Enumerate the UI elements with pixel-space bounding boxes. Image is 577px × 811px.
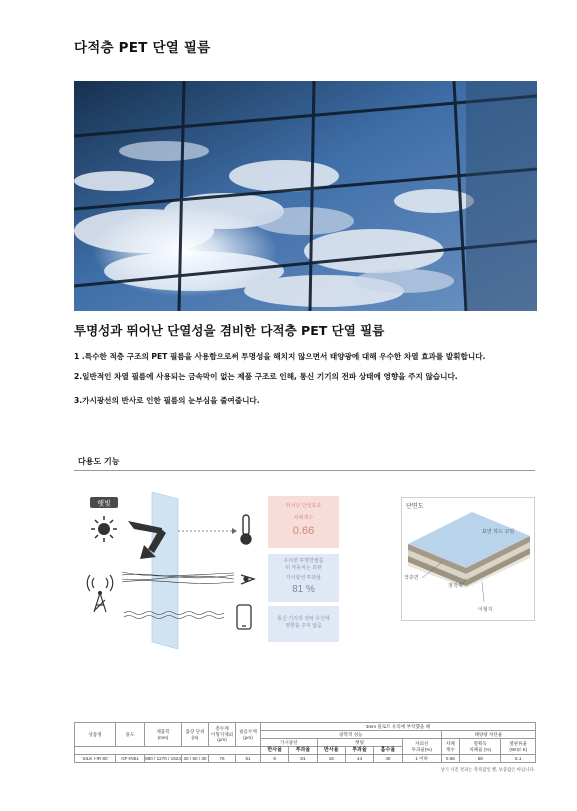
cross-section-title: 단면도 bbox=[406, 503, 424, 510]
th-solar-sub: 햇빛 bbox=[317, 739, 402, 747]
th-vis-reflect: 반사율 bbox=[261, 747, 289, 755]
table-header-row bbox=[75, 723, 536, 731]
sun-label: 햇빛 bbox=[97, 499, 111, 508]
info-box-visible-line1: 우리전 투명한필름 bbox=[283, 558, 324, 564]
info-box-heat-line2: 차폐계수 bbox=[293, 515, 314, 521]
cell-film-thickness: 51 bbox=[236, 755, 261, 763]
cell-sol-transmit: 44 bbox=[345, 755, 373, 763]
th-sol-reflect: 반사율 bbox=[317, 747, 345, 755]
info-box-signal-line1: 통신 기기의 전파 수신에 bbox=[277, 616, 330, 622]
info-box-signal-line2: 영향을 주지 않음 bbox=[285, 623, 322, 629]
smartphone-icon bbox=[237, 605, 251, 629]
cell-uv: 1 이하 bbox=[402, 755, 441, 763]
th-sol-absorb: 흡수율 bbox=[374, 747, 402, 755]
cell-heat-gain: 58 bbox=[459, 755, 501, 763]
cross-label-laminate: 적층면 bbox=[404, 575, 419, 581]
info-box-signal bbox=[268, 606, 339, 642]
th-size: 제품폭 (mm) bbox=[145, 723, 182, 747]
hero-photo bbox=[74, 81, 537, 311]
table-row bbox=[75, 755, 536, 763]
cell-sol-absorb: 40 bbox=[374, 755, 402, 763]
th-sol-transmit: 투과율 bbox=[345, 747, 373, 755]
cross-section-layers bbox=[402, 498, 534, 620]
section-label: 다용도 기능 bbox=[78, 457, 120, 466]
info-box-visible-line3: 가시광선 투과율 bbox=[285, 575, 322, 581]
cell-thickness: 76 bbox=[209, 755, 236, 763]
cell-sol-reflect: 16 bbox=[317, 755, 345, 763]
cell-shading: 0.66 bbox=[441, 755, 459, 763]
section-subtitle: 투명성과 뛰어난 단열성을 겸비한 다적층 PET 단열 필름 bbox=[74, 323, 385, 338]
th-thickness: 총두께 이형지제외 (μm) bbox=[209, 723, 236, 747]
th-header-top: 3mm 플로트 유리에 부착했을 때 bbox=[261, 723, 536, 731]
cross-section-panel bbox=[401, 497, 535, 621]
th-uv: 자외선 투과율(%) bbox=[402, 739, 441, 755]
spec-table bbox=[74, 722, 536, 763]
cell-usage: GF-IN51 bbox=[116, 755, 145, 763]
antenna-icon bbox=[87, 575, 113, 612]
page-title: 다적층 PET 단열 필름 bbox=[74, 40, 211, 56]
th-u-value: 열관류율 (W/㎡·K) bbox=[501, 739, 536, 755]
feature-bullet: 3.가시광선의 반사로 인한 필름의 눈부심을 줄여줍니다. bbox=[74, 396, 260, 405]
info-box-visible-line2: 뒤 자동차는 외관 bbox=[285, 565, 322, 571]
table-footnote: 상기 사진 결과는 측정값일 뿐, 보증값은 아닙니다. bbox=[440, 767, 535, 772]
th-vis-transmit: 투과율 bbox=[289, 747, 317, 755]
info-box-heat-line1: 뛰어난 단열효과 bbox=[285, 503, 322, 509]
th-visible: 가시광선 bbox=[261, 739, 318, 747]
section-divider bbox=[74, 470, 535, 471]
feature-bullet: 1 .특수한 적층 구조의 PET 필름을 사용함으로써 투명성을 해치지 않으면서 태양광에 대해 우수한 차열 효과를 발휘합니다. bbox=[74, 352, 486, 361]
info-box-visible bbox=[268, 554, 339, 602]
th-product: 상품명 bbox=[75, 723, 116, 747]
glass-pane bbox=[152, 492, 178, 649]
info-box-heat bbox=[268, 496, 339, 548]
th-optical: 광학적 성능 bbox=[261, 731, 442, 739]
sun-icon bbox=[91, 516, 117, 542]
cell-length: 30 / 50 / 30 bbox=[183, 756, 207, 761]
feature-bullet: 2.일반적인 차열 필름에 사용되는 금속막이 없는 제품 구조로 인해, 통신 기기의 전파 상태에 영향을 주지 않습니다. bbox=[74, 372, 458, 381]
thermometer-icon bbox=[241, 515, 251, 544]
th-heat-gain: 열획득 차폐율 (%) bbox=[459, 739, 501, 755]
th-length: 롤장 단위 (m) bbox=[182, 723, 209, 747]
th-shading: 차폐 계수 bbox=[441, 739, 459, 755]
cell-u-value: 6.1 bbox=[501, 755, 536, 763]
cross-label-coating: 표면 하드 코팅 bbox=[482, 529, 515, 535]
eye-icon bbox=[241, 575, 254, 584]
info-box-visible-value: 81 % bbox=[292, 584, 315, 595]
cell-product: SILK I-IR 80 bbox=[75, 755, 116, 763]
cell-vis-reflect: 8 bbox=[261, 755, 289, 763]
cell-size: 980 / 1270 / 1524 bbox=[145, 756, 181, 761]
cross-label-liner: 이형지 bbox=[478, 607, 493, 613]
info-box-heat-value: 0.66 bbox=[292, 525, 315, 537]
cross-label-adhesive: 점착제 bbox=[448, 583, 463, 589]
cell-vis-transmit: 81 bbox=[289, 755, 317, 763]
th-usage: 용도 bbox=[116, 723, 145, 747]
th-film-thickness: 필름두께 (μm) bbox=[236, 723, 261, 747]
th-solar: 태양광 차단율 bbox=[441, 731, 535, 739]
